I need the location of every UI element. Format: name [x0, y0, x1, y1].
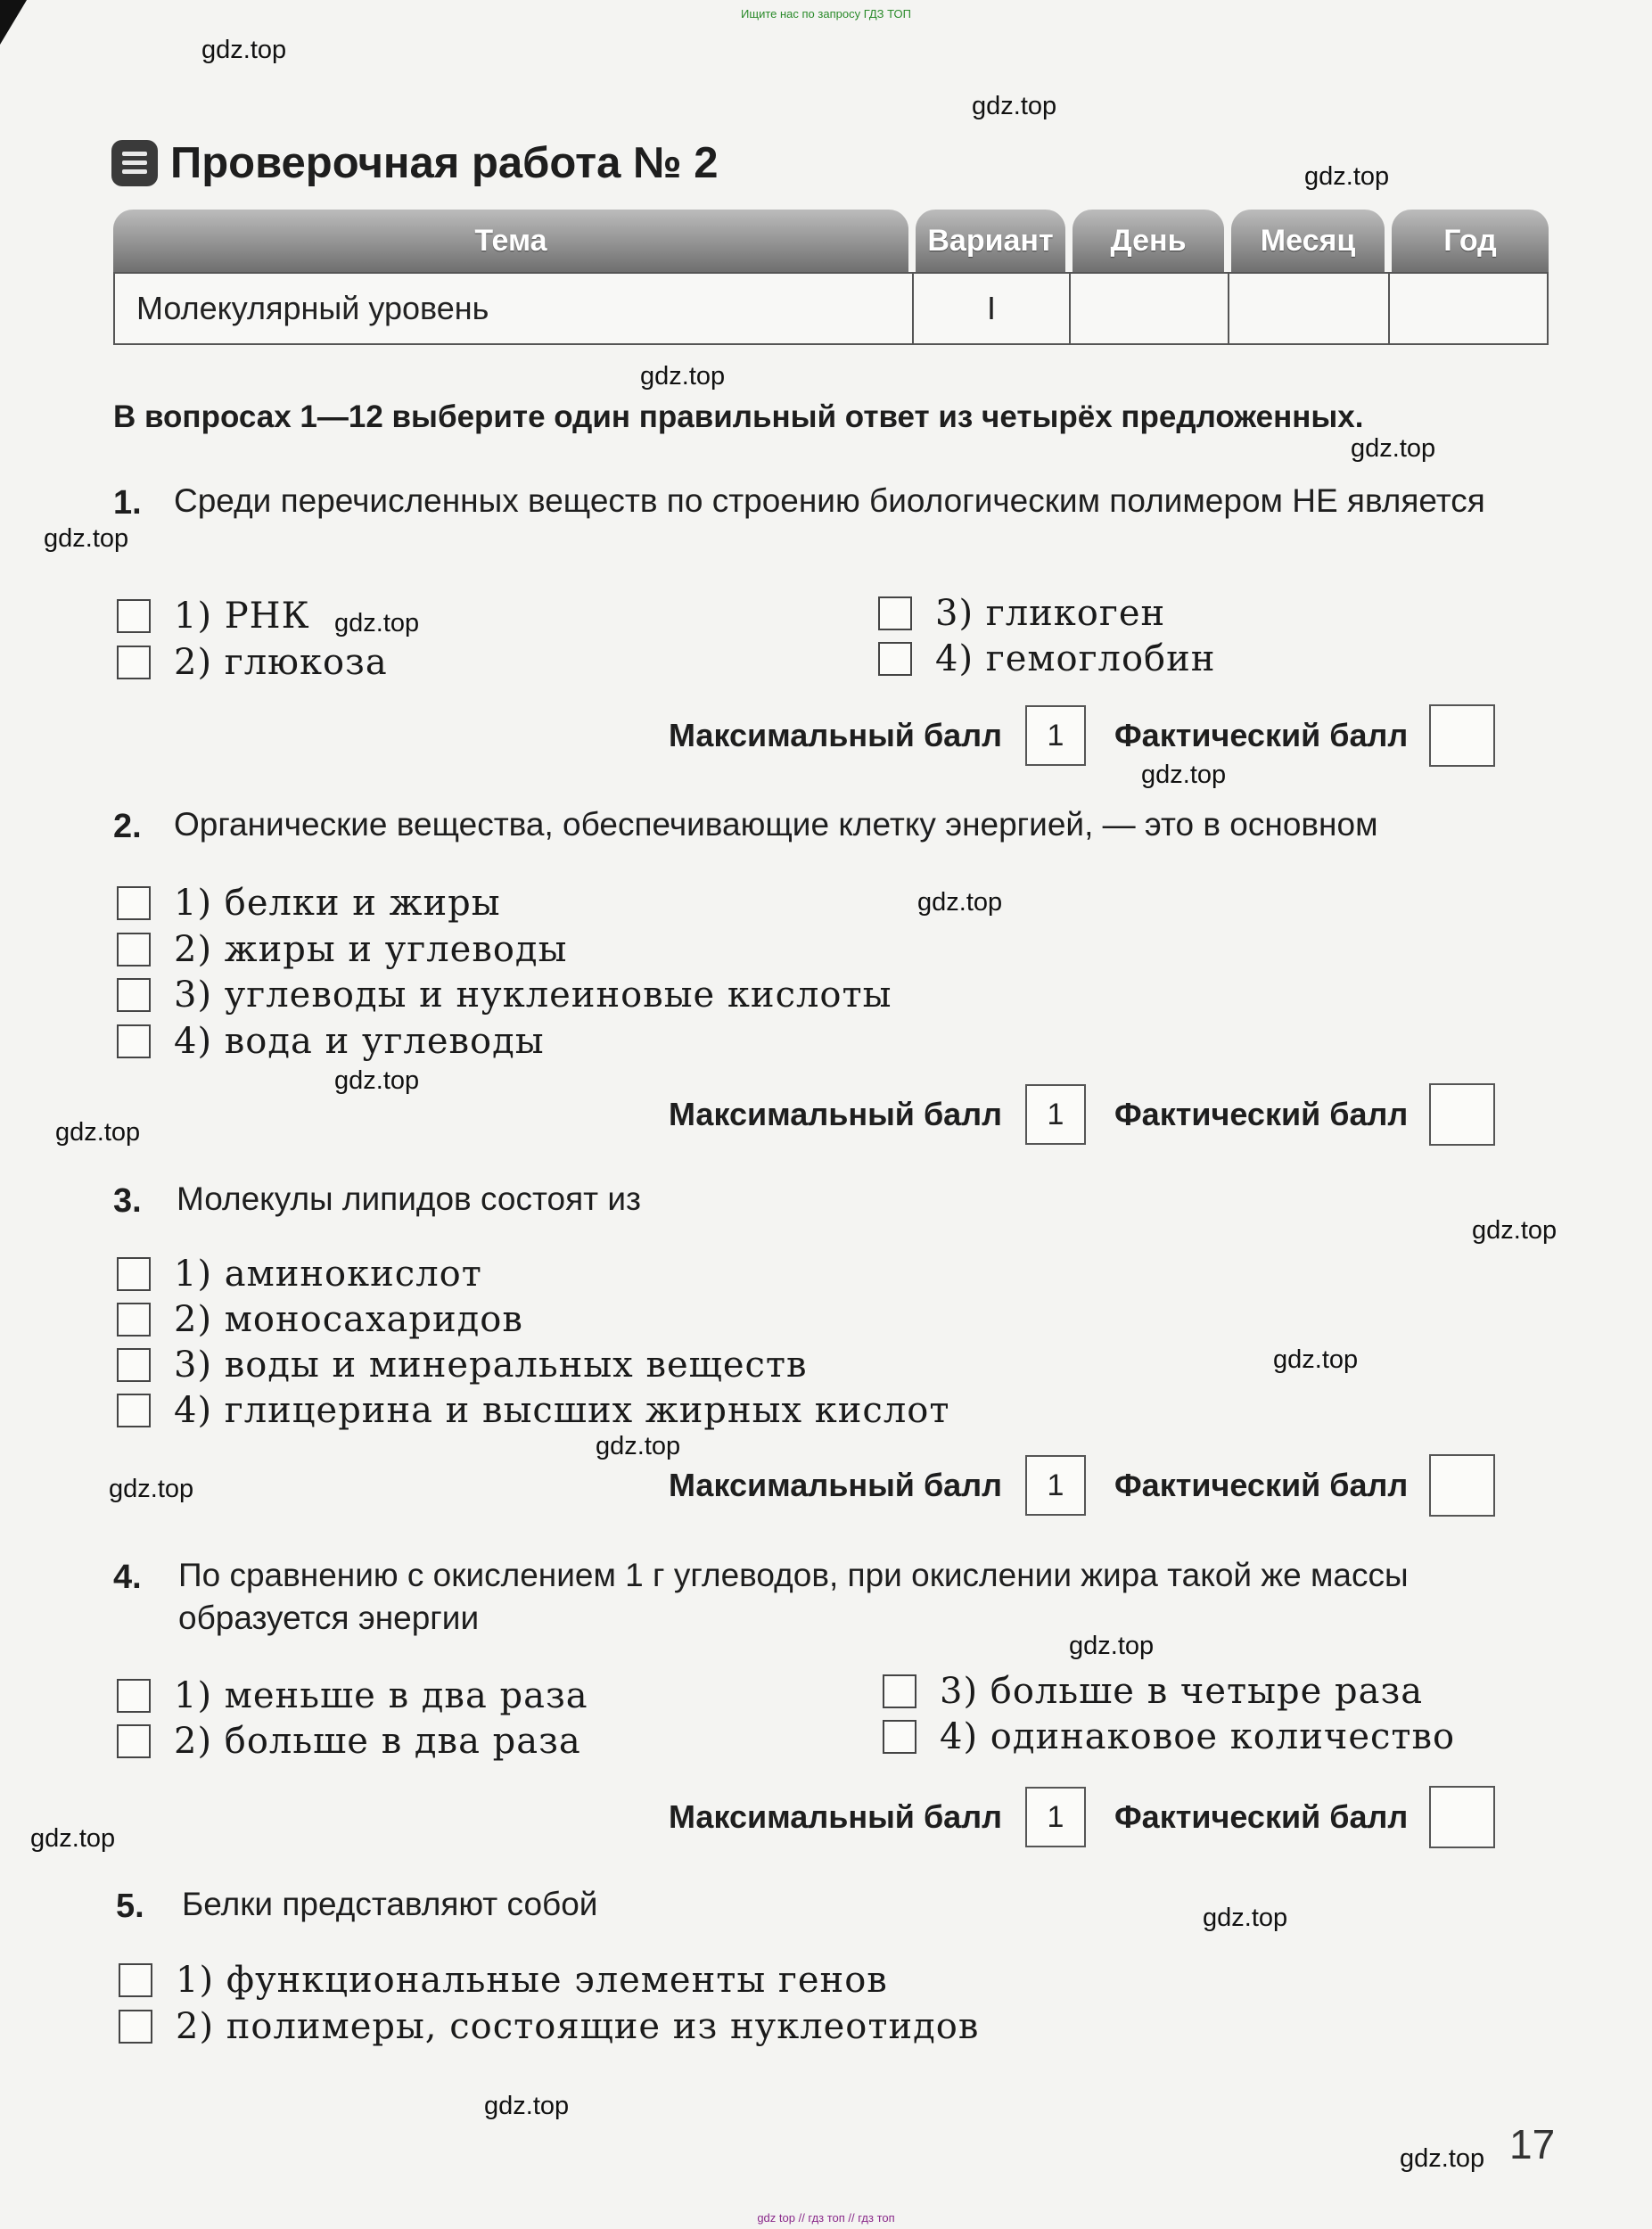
answer-label: 1) белки и жиры: [174, 883, 501, 924]
watermark: gdz.top: [972, 92, 1057, 120]
max-score-label: Максимальный балл: [669, 1798, 1002, 1835]
max-score-value: 1: [1025, 705, 1086, 766]
answer-checkbox[interactable]: [117, 933, 151, 966]
answer-label: 3) углеводы и нуклеиновые кислоты: [174, 975, 892, 1016]
watermark: gdz.top: [55, 1118, 141, 1147]
watermark: gdz.top: [1069, 1632, 1155, 1660]
instructions: В вопросах 1—12 выберите один правильный ответ из четырёх предложенных.: [113, 399, 1364, 434]
answer-option[interactable]: [117, 596, 310, 637]
info-table-header: [113, 210, 1549, 272]
answer-option[interactable]: [878, 593, 1165, 634]
answer-label: 4) одинаковое количество: [940, 1716, 1456, 1757]
answer-option[interactable]: [878, 638, 1215, 679]
answer-option[interactable]: [883, 1671, 1423, 1712]
answer-label: 2) жиры и углеводы: [174, 929, 568, 970]
answer-checkbox[interactable]: [117, 1679, 151, 1713]
info-table: [113, 210, 1549, 343]
answer-option[interactable]: [117, 1675, 588, 1716]
max-score-value: 1: [1025, 1084, 1086, 1145]
max-score-label: Максимальный балл: [669, 1467, 1002, 1503]
watermark: gdz.top: [201, 36, 287, 64]
watermark: gdz.top: [109, 1475, 194, 1503]
answer-label: 4) вода и углеводы: [174, 1021, 545, 1062]
page-number: 17: [1509, 2121, 1556, 2167]
answer-option[interactable]: [117, 975, 892, 1016]
answer-checkbox[interactable]: [117, 646, 151, 679]
answer-option[interactable]: [117, 1721, 581, 1762]
watermark: gdz.top: [30, 1824, 116, 1853]
answer-option[interactable]: [117, 1254, 482, 1295]
answer-checkbox[interactable]: [878, 596, 912, 630]
question-number: 1.: [113, 484, 142, 522]
answer-label: 1) аминокислот: [174, 1254, 482, 1295]
top-search-note: Ищите нас по запросу ГДЗ ТОП: [741, 7, 911, 21]
answer-label: 2) моносахаридов: [174, 1299, 523, 1340]
answer-checkbox[interactable]: [117, 886, 151, 920]
answer-checkbox[interactable]: [117, 1303, 151, 1337]
score-row: [669, 1082, 1495, 1147]
score-row: [669, 703, 1495, 768]
bottom-note: gdz top // гдз топ // гдз топ: [757, 2211, 895, 2225]
answer-checkbox[interactable]: [119, 1963, 152, 1997]
actual-score-field[interactable]: [1429, 704, 1495, 767]
answer-checkbox[interactable]: [117, 599, 151, 633]
answer-option[interactable]: [117, 1390, 949, 1431]
actual-score-label: Фактический балл: [1114, 1467, 1409, 1503]
watermark: gdz.top: [44, 524, 129, 553]
answer-option[interactable]: [117, 1345, 808, 1386]
answer-checkbox[interactable]: [117, 1394, 151, 1427]
answer-option[interactable]: [117, 929, 567, 970]
actual-score-label: Фактический балл: [1114, 717, 1409, 753]
page-title: Проверочная работа № 2: [170, 139, 719, 187]
watermark: gdz.top: [1304, 162, 1390, 191]
header-topic: Тема: [113, 210, 908, 272]
actual-score-label: Фактический балл: [1114, 1798, 1409, 1835]
watermark: gdz.top: [1141, 761, 1227, 789]
answer-label: 4) гемоглобин: [935, 638, 1216, 679]
answer-checkbox[interactable]: [117, 1348, 151, 1382]
answer-label: 1) меньше в два раза: [174, 1675, 588, 1716]
answer-option[interactable]: [119, 2006, 979, 2047]
question-text: По сравнению с окислением 1 г углеводов, при окислении жира такой же массы образуется энергии: [178, 1557, 1409, 1636]
answer-label: 2) полимеры, состоящие из нуклеотидов: [176, 2006, 980, 2047]
answer-checkbox[interactable]: [878, 642, 912, 676]
answer-checkbox[interactable]: [117, 1024, 151, 1058]
answer-label: 3) гликоген: [935, 593, 1166, 634]
question-number: 5.: [116, 1888, 144, 1925]
document-list-icon: [111, 140, 158, 186]
variant-value: I: [914, 274, 1071, 343]
month-field[interactable]: [1229, 274, 1390, 343]
day-field[interactable]: [1071, 274, 1229, 343]
header-variant: Вариант: [916, 210, 1065, 272]
actual-score-field[interactable]: [1429, 1786, 1495, 1848]
answer-option[interactable]: [119, 1960, 888, 2001]
watermark: gdz.top: [334, 1066, 420, 1095]
max-score-value: 1: [1025, 1455, 1086, 1516]
answer-label: 2) больше в два раза: [174, 1721, 581, 1762]
answer-label: 3) больше в четыре раза: [940, 1671, 1424, 1712]
answer-checkbox[interactable]: [119, 2010, 152, 2044]
watermark: gdz.top: [1351, 434, 1436, 463]
actual-score-field[interactable]: [1429, 1454, 1495, 1517]
answer-label: 1) функциональные элементы генов: [176, 1960, 888, 2001]
watermark: gdz.top: [1273, 1345, 1359, 1374]
header-year: Год: [1392, 210, 1549, 272]
title-block: [111, 138, 718, 188]
topic-value: Молекулярный уровень: [115, 274, 914, 343]
score-row: [669, 1785, 1495, 1849]
answer-checkbox[interactable]: [883, 1674, 916, 1708]
score-row: [669, 1453, 1495, 1518]
watermark: gdz.top: [640, 362, 726, 391]
question-text: Белки представляют собой: [182, 1886, 598, 1922]
answer-label: 3) воды и минеральных веществ: [174, 1345, 808, 1386]
max-score-value: 1: [1025, 1787, 1086, 1847]
answer-checkbox[interactable]: [883, 1720, 916, 1754]
question-number: 4.: [113, 1559, 142, 1596]
question-number: 2.: [113, 808, 142, 845]
watermark: gdz.top: [484, 2092, 570, 2120]
header-day: День: [1073, 210, 1224, 272]
watermark: gdz.top: [1472, 1216, 1557, 1245]
info-table-row: [113, 272, 1549, 345]
watermark: gdz.top: [596, 1432, 681, 1460]
answer-checkbox[interactable]: [117, 1724, 151, 1758]
max-score-label: Максимальный балл: [669, 717, 1002, 753]
watermark: gdz.top: [1203, 1904, 1288, 1932]
watermark: gdz.top: [1400, 2144, 1485, 2173]
question-text: Органические вещества, обеспечивающие клетку энергией, — это в основном: [174, 806, 1378, 843]
answer-label: 1) РНК: [174, 596, 310, 637]
watermark: gdz.top: [334, 609, 420, 637]
question-text: Среди перечисленных веществ по строению биологическим полимером НЕ является: [174, 482, 1485, 519]
answer-option[interactable]: [117, 642, 388, 683]
actual-score-field[interactable]: [1429, 1083, 1495, 1146]
actual-score-label: Фактический балл: [1114, 1096, 1409, 1132]
answer-checkbox[interactable]: [117, 1257, 151, 1291]
answer-label: 2) глюкоза: [174, 642, 388, 683]
answer-option[interactable]: [117, 1021, 545, 1062]
watermark: gdz.top: [917, 888, 1003, 917]
question-number: 3.: [113, 1182, 142, 1220]
max-score-label: Максимальный балл: [669, 1096, 1002, 1132]
year-field[interactable]: [1390, 274, 1547, 343]
answer-label: 4) глицерина и высших жирных кислот: [174, 1390, 950, 1431]
answer-option[interactable]: [117, 883, 501, 924]
answer-option[interactable]: [883, 1716, 1455, 1757]
answer-checkbox[interactable]: [117, 978, 151, 1012]
header-month: Месяц: [1231, 210, 1385, 272]
question-text: Молекулы липидов состоят из: [177, 1180, 641, 1217]
answer-option[interactable]: [117, 1299, 523, 1340]
